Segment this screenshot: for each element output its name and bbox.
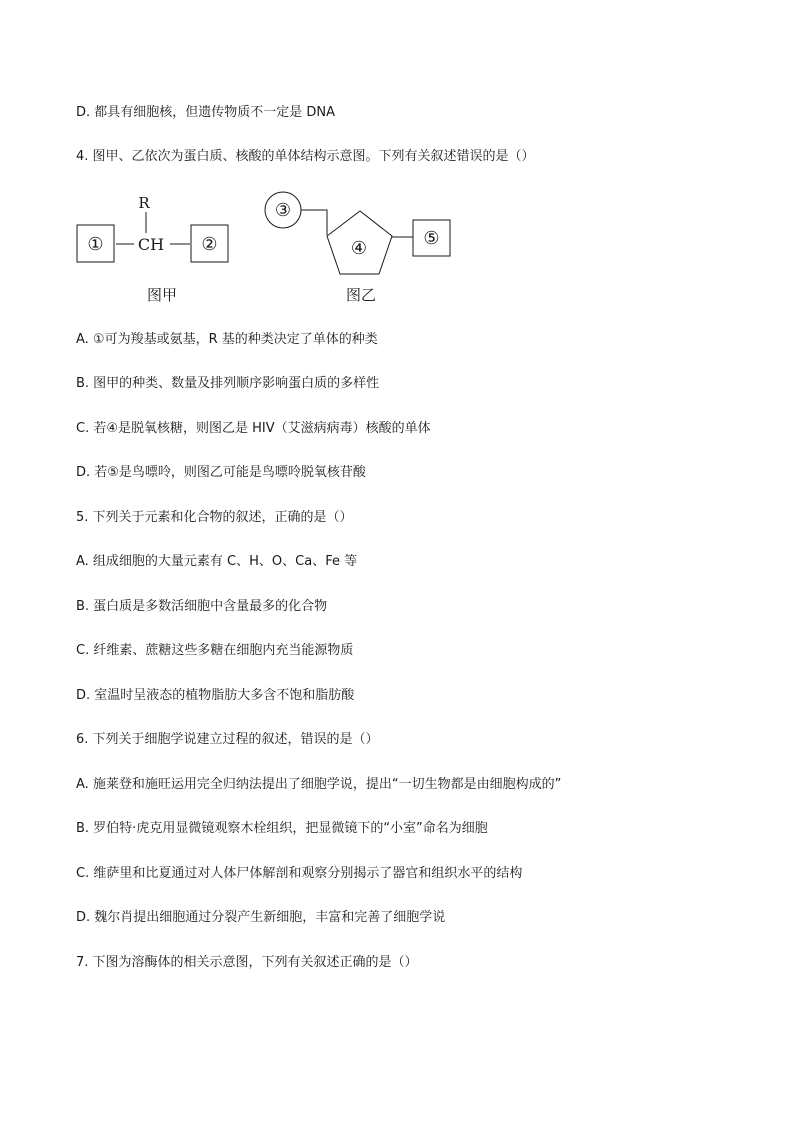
q5-option-a: A. 组成细胞的大量元素有 C、H、O、Ca、Fe 等 [76,554,358,569]
q6-option-c: C. 维萨里和比夏通过对人体尸体解剖和观察分别揭示了器官和组织水平的结构 [76,866,523,881]
label-3: ③ [274,200,292,221]
label-5: ⑤ [423,228,440,249]
q4-option-c: C. 若④是脱氧核糖，则图乙是 HIV（艾滋病病毒）核酸的单体 [76,421,431,436]
question-5: 5. 下列关于元素和化合物的叙述，正确的是（） [76,510,353,525]
label-2: ② [201,234,218,255]
label-r: R [138,194,150,212]
option-d-q3: D. 都具有细胞核，但遗传物质不一定是 DNA [76,105,336,120]
label-1: ① [87,234,104,255]
label-ch: CH [137,235,165,254]
q6-option-b: B. 罗伯特·虎克用显微镜观察木栓组织，把显微镜下的“小室”命名为细胞 [76,821,488,836]
caption-yi: 图乙 [345,286,377,304]
q4-option-d: D. 若⑤是鸟嘌呤，则图乙可能是鸟嘌呤脱氧核苷酸 [76,465,366,480]
monomer-diagram [70,188,490,313]
bond-3-4 [301,210,327,235]
caption-jia: 图甲 [146,286,178,304]
label-4: ④ [350,238,368,259]
question-6: 6. 下列关于细胞学说建立过程的叙述，错误的是（） [76,732,379,747]
q5-option-b: B. 蛋白质是多数活细胞中含量最多的化合物 [76,599,328,614]
question-4-figure [70,188,490,317]
q4-option-a: A. ①可为羧基或氨基，R 基的种类决定了单体的种类 [76,332,378,347]
figure-jia [77,194,228,304]
q6-option-d: D. 魏尔肖提出细胞通过分裂产生新细胞，丰富和完善了细胞学说 [76,910,446,925]
q4-option-b: B. 图甲的种类、数量及排列顺序影响蛋白质的多样性 [76,376,380,391]
q5-option-c: C. 纤维素、蔗糖这些多糖在细胞内充当能源物质 [76,643,354,658]
q5-option-d: D. 室温时呈液态的植物脂肪大多含不饱和脂肪酸 [76,688,355,703]
figure-yi [265,192,450,304]
question-4: 4. 图甲、乙依次为蛋白质、核酸的单体结构示意图。下列有关叙述错误的是（） [76,149,535,164]
question-7: 7. 下图为溶酶体的相关示意图，下列有关叙述正确的是（） [76,955,418,970]
q6-option-a: A. 施莱登和施旺运用完全归纳法提出了细胞学说，提出“一切生物都是由细胞构成的” [76,777,562,792]
